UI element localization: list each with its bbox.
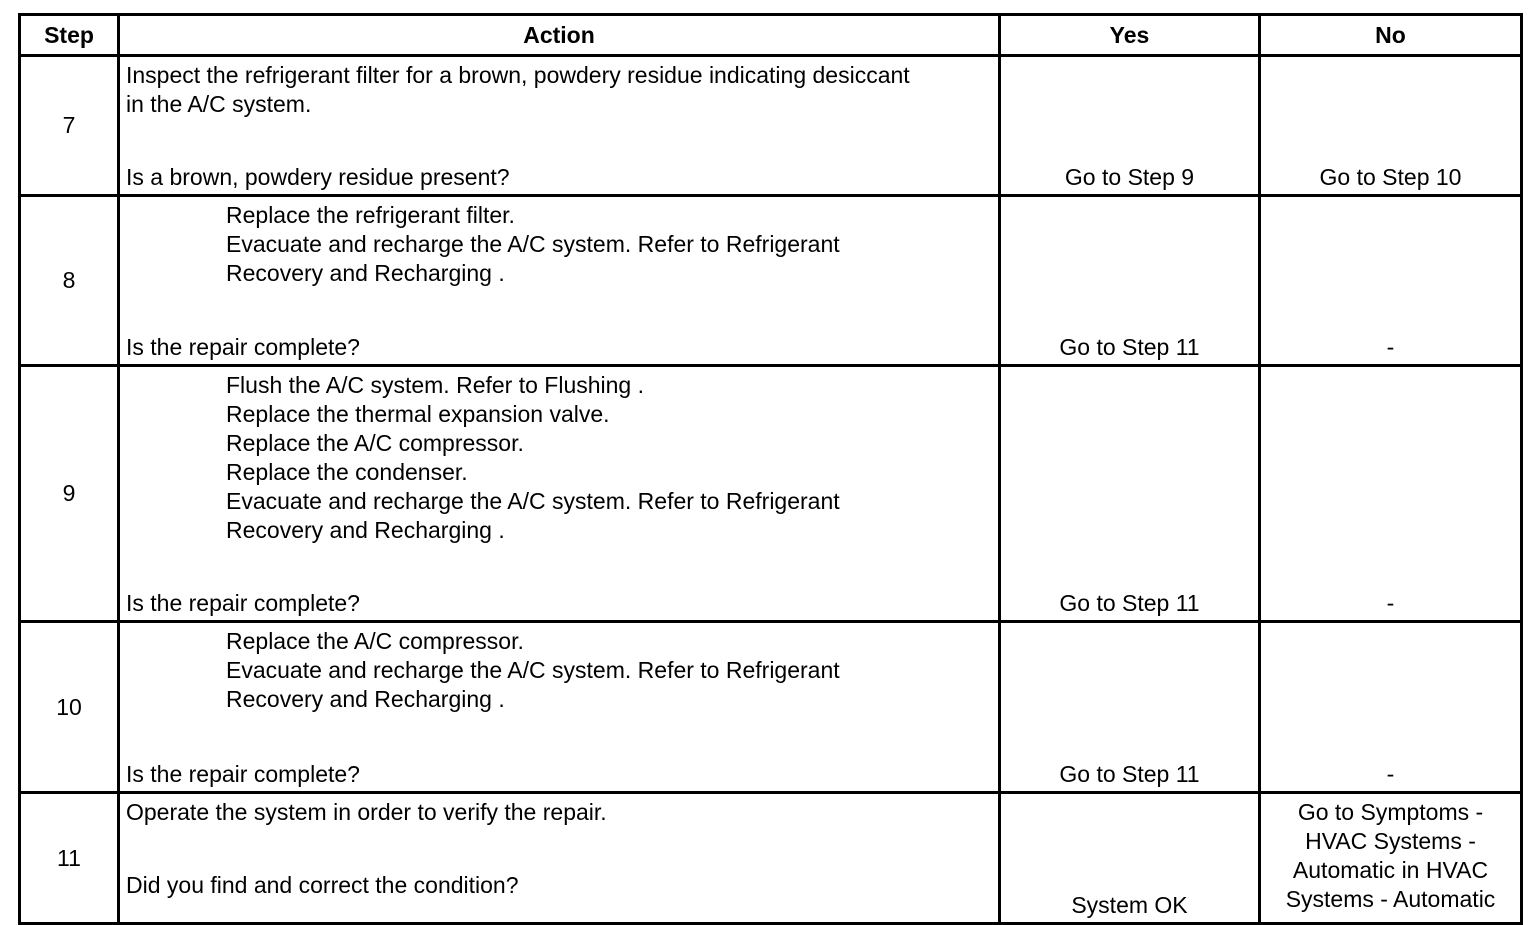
action-line: Replace the condenser. bbox=[226, 459, 468, 485]
step-number: 10 bbox=[20, 622, 119, 793]
action-line: Inspect the refrigerant filter for a brown, powdery residue indicating desiccant bbox=[126, 62, 910, 88]
action-question: Is a brown, powdery residue present? bbox=[126, 164, 510, 190]
no-cell bbox=[1260, 793, 1522, 924]
yes-cell: Go to Step 11 bbox=[1000, 196, 1260, 366]
action-line: Evacuate and recharge the A/C system. Refer to Refrigerant bbox=[226, 488, 840, 514]
action-line: in the A/C system. bbox=[126, 91, 312, 117]
action-question: Is the repair complete? bbox=[126, 590, 360, 616]
no-cell: - bbox=[1260, 622, 1522, 793]
yes-cell: Go to Step 9 bbox=[1000, 56, 1260, 196]
header-step: Step bbox=[20, 15, 119, 56]
header-action: Action bbox=[119, 15, 1000, 56]
no-line: Systems - Automatic bbox=[1285, 886, 1496, 912]
no-cell: Go to Step 10 bbox=[1260, 56, 1522, 196]
step-number: 7 bbox=[20, 56, 119, 196]
action-line: Replace the refrigerant filter. bbox=[226, 202, 515, 228]
step-number: 11 bbox=[20, 793, 119, 924]
no-cell: - bbox=[1260, 366, 1522, 622]
action-line: Replace the A/C compressor. bbox=[226, 628, 524, 654]
table-row bbox=[20, 56, 1522, 196]
step-number: 8 bbox=[20, 196, 119, 366]
no-cell: - bbox=[1260, 196, 1522, 366]
table-row bbox=[20, 622, 1522, 793]
action-line: Recovery and Recharging . bbox=[226, 686, 505, 712]
diagnostic-table bbox=[18, 13, 1523, 925]
action-cell bbox=[119, 793, 1000, 924]
header-row bbox=[20, 15, 1522, 56]
action-line: Recovery and Recharging . bbox=[226, 517, 505, 543]
header-yes: Yes bbox=[1000, 15, 1260, 56]
no-line: Automatic in HVAC bbox=[1292, 857, 1489, 883]
step-number: 9 bbox=[20, 366, 119, 622]
action-line: Recovery and Recharging . bbox=[226, 260, 505, 286]
action-question: Did you find and correct the condition? bbox=[126, 872, 519, 898]
action-line: Replace the A/C compressor. bbox=[226, 430, 524, 456]
action-line: Flush the A/C system. Refer to Flushing . bbox=[226, 372, 644, 398]
action-line: Operate the system in order to verify the repair. bbox=[126, 799, 607, 825]
action-cell bbox=[119, 366, 1000, 622]
action-cell bbox=[119, 196, 1000, 366]
action-cell bbox=[119, 622, 1000, 793]
table-row bbox=[20, 793, 1522, 924]
action-question: Is the repair complete? bbox=[126, 761, 360, 787]
action-line: Replace the thermal expansion valve. bbox=[226, 401, 610, 427]
action-cell bbox=[119, 56, 1000, 196]
action-line: Evacuate and recharge the A/C system. Refer to Refrigerant bbox=[226, 231, 840, 257]
yes-cell: Go to Step 11 bbox=[1000, 622, 1260, 793]
table-row bbox=[20, 366, 1522, 622]
header-no: No bbox=[1260, 15, 1522, 56]
table-row bbox=[20, 196, 1522, 366]
yes-cell: Go to Step 11 bbox=[1000, 366, 1260, 622]
action-question: Is the repair complete? bbox=[126, 334, 360, 360]
no-line: HVAC Systems - bbox=[1305, 828, 1476, 854]
action-line: Evacuate and recharge the A/C system. Refer to Refrigerant bbox=[226, 657, 840, 683]
yes-cell: System OK bbox=[1000, 793, 1260, 924]
no-line: Go to Symptoms - bbox=[1297, 799, 1484, 825]
